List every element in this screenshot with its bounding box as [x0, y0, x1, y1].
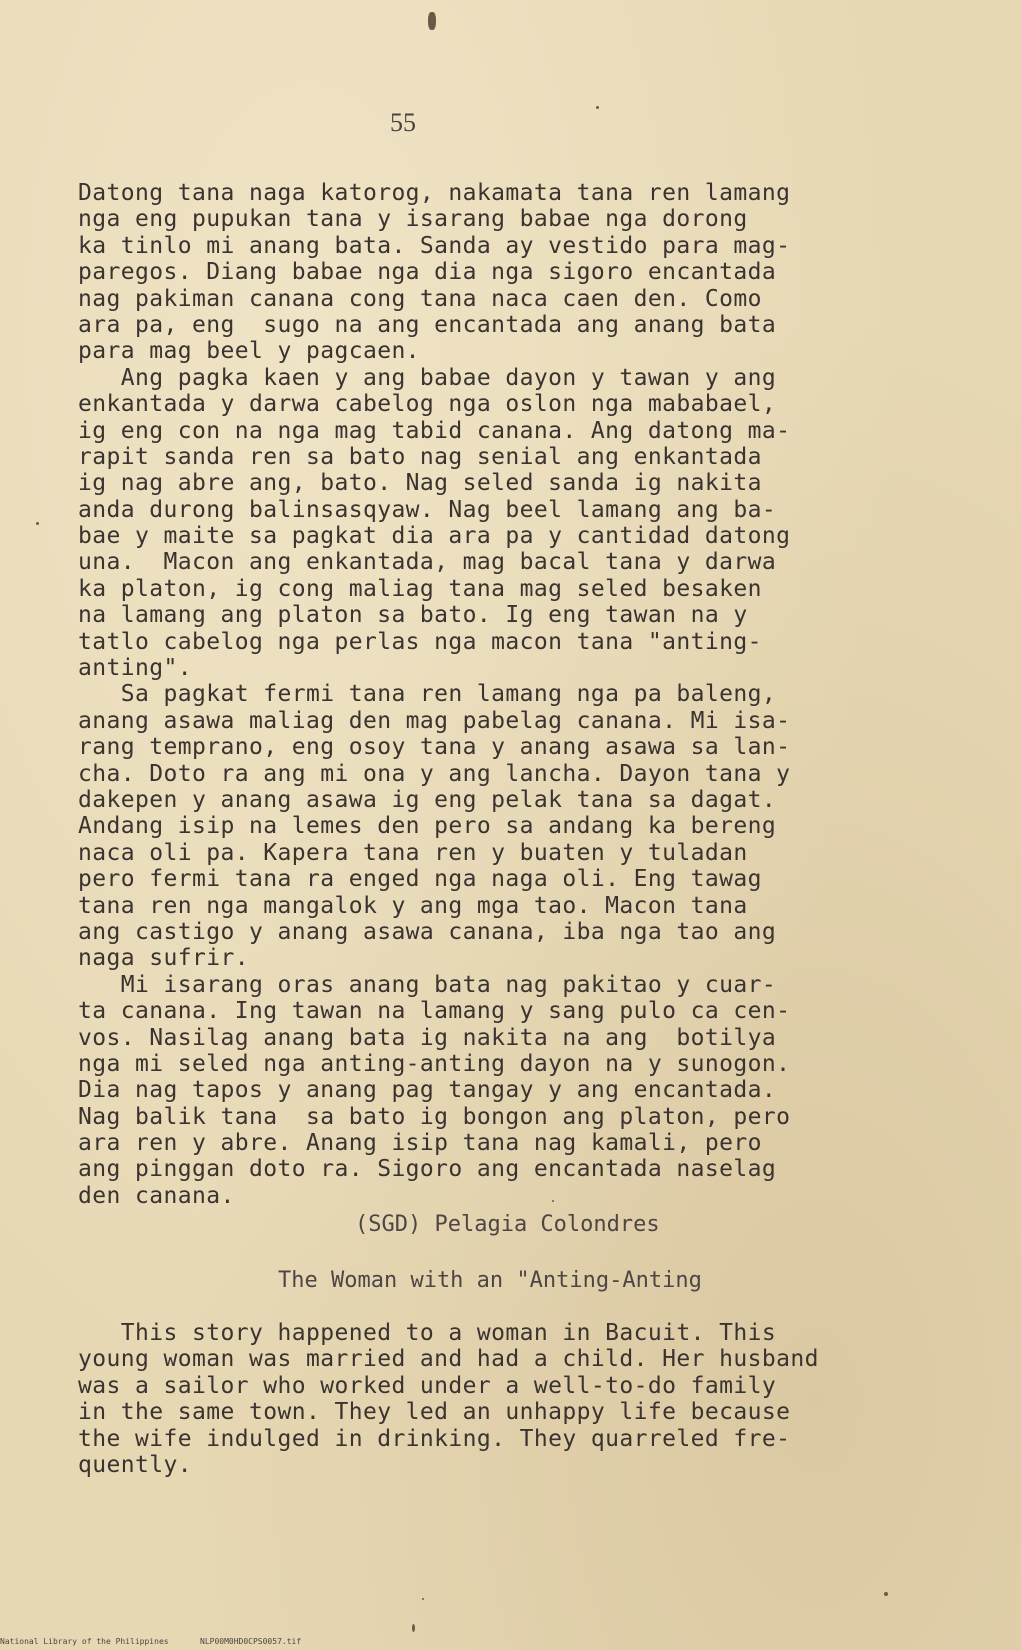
footer-library-label: National Library of the Philippines	[0, 1637, 169, 1646]
tagalog-text-line: Ang pagka kaen y ang babae dayon y tawan y ang	[78, 364, 777, 391]
tagalog-text-line: para mag beel y pagcaen.	[78, 338, 420, 365]
tagalog-text-line: vos. Nasilag anang bata ig nakita na ang botilya	[78, 1024, 777, 1051]
tagalog-text-line: na lamang ang platon sa bato. Ig eng tawan na y	[78, 602, 748, 629]
tagalog-text-line: ka platon, ig cong maliag tana mag seled besaken	[78, 575, 762, 602]
paper-speck	[412, 1624, 415, 1632]
tagalog-story-text	[78, 180, 938, 1209]
tagalog-text-line: Mi isarang oras anang bata nag pakitao y cuar-	[78, 971, 777, 998]
tagalog-text-line: den canana.	[78, 1182, 235, 1209]
tagalog-text-line: ara pa, eng sugo na ang encantada ang anang bata	[78, 311, 777, 338]
page-number: 55	[390, 108, 416, 137]
footer-file-id: NLP00M0HD0CPS0057.tif	[200, 1637, 302, 1646]
tagalog-text-line: ka tinlo mi anang bata. Sanda ay vestido para mag-	[78, 232, 791, 259]
tagalog-text-line: rang temprano, eng osoy tana y anang asawa sa lan-	[78, 734, 791, 761]
tagalog-text-line: bae y maite sa pagkat dia ara pa y cantidad datong	[78, 523, 791, 550]
tagalog-text-line: paregos. Diang babae nga dia nga sigoro encantada	[78, 259, 777, 286]
english-story-text	[78, 1320, 938, 1478]
tagalog-text-line: nga mi seled nga anting-anting dayon na y sunogon.	[78, 1050, 791, 1077]
tagalog-text-line: anang asawa maliag den mag pabelag canana. Mi isa-	[78, 707, 791, 734]
signature-line: (SGD) Pelagia Colondres	[355, 1212, 660, 1237]
paper-speck	[422, 1598, 424, 1600]
tagalog-text-line: pero fermi tana ra enged nga naga oli. Eng tawag	[78, 866, 762, 893]
tagalog-text-line: Dia nag tapos y anang pag tangay y ang encantada.	[78, 1077, 777, 1104]
tagalog-text-line: enkantada y darwa cabelog nga oslon nga mababael,	[78, 391, 777, 418]
paper-speck	[884, 1592, 888, 1596]
paper-speck	[428, 12, 436, 30]
tagalog-text-line: naga sufrir.	[78, 945, 249, 972]
english-text-line: was a sailor who worked under a well-to-do family	[78, 1372, 777, 1399]
tagalog-text-line: tatlo cabelog nga perlas nga macon tana "anting-	[78, 628, 762, 655]
tagalog-text-line: ara ren y abre. Anang isip tana nag kamali, pero	[78, 1130, 762, 1157]
paper-speck	[36, 522, 39, 525]
tagalog-text-line: Andang isip na lemes den pero sa andang ka bereng	[78, 813, 777, 840]
tagalog-text-line: rapit sanda ren sa bato nag senial ang enkantada	[78, 443, 762, 470]
tagalog-text-line: ang castigo y anang asawa canana, iba nga tao ang	[78, 918, 777, 945]
tagalog-text-line: Datong tana naga katorog, nakamata tana ren lamang	[78, 180, 791, 206]
english-text-line: in the same town. They led an unhappy life because	[78, 1399, 791, 1426]
tagalog-text-line: una. Macon ang enkantada, mag bacal tana y darwa	[78, 549, 777, 576]
paper-speck	[596, 106, 599, 109]
english-title: The Woman with an "Anting-Anting	[278, 1268, 702, 1293]
tagalog-text-line: Sa pagkat fermi tana ren lamang nga pa baleng,	[78, 681, 777, 708]
tagalog-text-line: anda durong balinsasqyaw. Nag beel lamang ang ba-	[78, 496, 777, 523]
tagalog-text-line: tana ren nga mangalok y ang mga tao. Macon tana	[78, 892, 748, 919]
tagalog-text-line: ang pinggan doto ra. Sigoro ang encantada naselag	[78, 1156, 777, 1183]
english-text-line: quently.	[78, 1451, 192, 1478]
tagalog-text-line: ta canana. Ing tawan na lamang y sang pulo ca cen-	[78, 998, 791, 1025]
tagalog-text-line: Nag balik tana sa bato ig bongon ang platon, pero	[78, 1103, 791, 1130]
tagalog-text-line: cha. Doto ra ang mi ona y ang lancha. Dayon tana y	[78, 760, 791, 787]
tagalog-text-line: nga eng pupukan tana y isarang babae nga dorong	[78, 206, 748, 233]
english-text-line: This story happened to a woman in Bacuit. This	[78, 1320, 777, 1346]
paper-speck	[552, 1200, 554, 1202]
tagalog-text-line: nag pakiman canana cong tana naca caen den. Como	[78, 285, 762, 312]
tagalog-text-line: naca oli pa. Kapera tana ren y buaten y tuladan	[78, 839, 748, 866]
tagalog-text-line: dakepen y anang asawa ig eng pelak tana sa dagat.	[78, 786, 777, 813]
tagalog-text-line: ig nag abre ang, bato. Nag seled sanda ig nakita	[78, 470, 762, 497]
english-text-line: the wife indulged in drinking. They quarreled fre-	[78, 1425, 791, 1452]
english-text-line: young woman was married and had a child. Her husband	[78, 1346, 819, 1373]
tagalog-text-line: anting".	[78, 655, 192, 682]
tagalog-text-line: ig eng con na nga mag tabid canana. Ang datong ma-	[78, 417, 791, 444]
